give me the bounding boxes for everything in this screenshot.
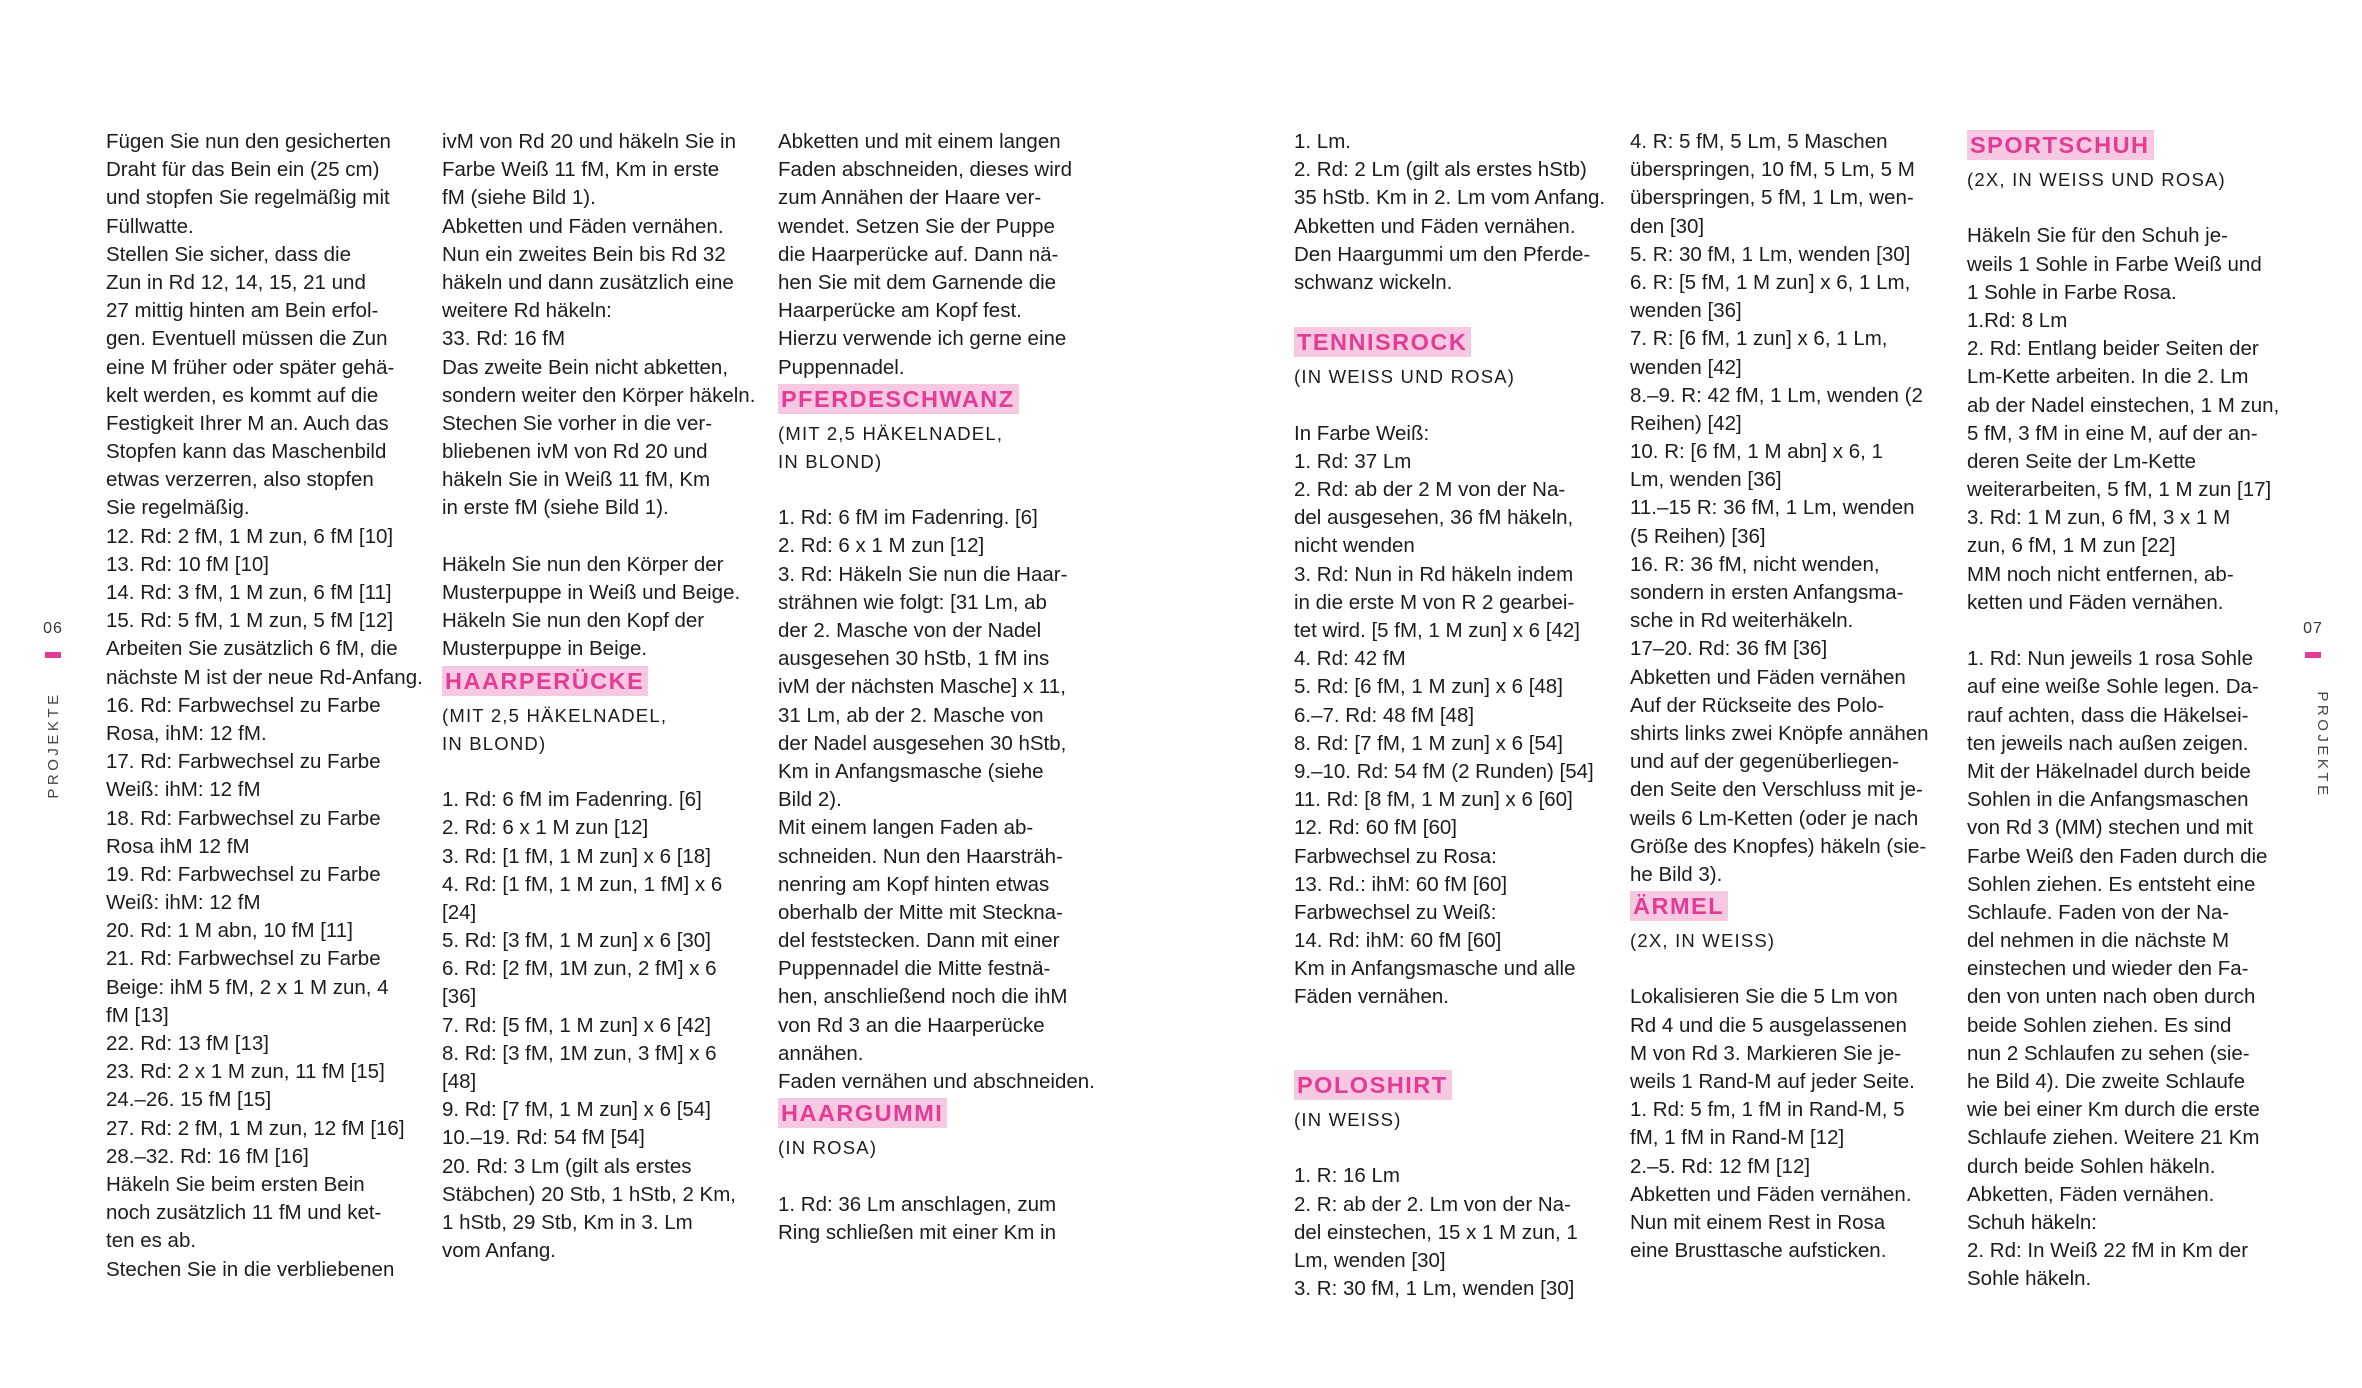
text-line: Sohle häkeln.: [1967, 1267, 2092, 1291]
text-line: den Seite den Verschluss mit je-: [1630, 778, 1923, 802]
text-line: durch beide Sohlen häkeln.: [1967, 1154, 2216, 1178]
section-heading-row: [1294, 327, 1604, 363]
text-line: del feststecken. Dann mit einer: [778, 929, 1060, 953]
text-line: ausgesehen 30 hStb, 1 fM ins: [778, 647, 1050, 671]
section-heading: TENNISROCK: [1294, 327, 1471, 357]
text-line: Häkeln Sie nun den Körper der: [442, 552, 724, 576]
text-line: Fügen Sie nun den gesicherten: [106, 130, 391, 153]
text-line: 1. Lm.: [1294, 130, 1351, 153]
text-line: 14. Rd: 3 fM, 1 M zun, 6 fM [11]: [106, 581, 392, 604]
text-line: Abketten und Fäden vernähen.: [1294, 214, 1576, 238]
text-line: 5. R: 30 fM, 1 Lm, wenden [30]: [1630, 242, 1911, 266]
text-line: Stellen Sie sicher, dass die: [106, 242, 351, 266]
text-line: Häkeln Sie nun den Kopf der: [442, 609, 705, 633]
text-line: weils 1 Sohle in Farbe Weiß und: [1967, 252, 2262, 276]
text-line: 3. R: 30 fM, 1 Lm, wenden [30]: [1294, 1277, 1575, 1301]
section-subheading: (2X, IN WEISS UND ROSA): [1967, 169, 2226, 190]
text-line: 6.–7. Rd: 48 fM [48]: [1294, 703, 1475, 727]
text-line: Abketten, Fäden vernähen.: [1967, 1182, 2215, 1206]
text-line: 27. Rd: 2 fM, 1 M zun, 12 fM [16]: [106, 1116, 405, 1140]
text-line: 2. Rd: 2 Lm (gilt als erstes hStb): [1294, 158, 1587, 182]
text-line: M von Rd 3. Markieren Sie je-: [1630, 1041, 1902, 1065]
text-line: Farbwechsel zu Rosa:: [1294, 844, 1497, 868]
section-subheading: (MIT 2,5 HÄKELNADEL,: [778, 422, 1004, 444]
text-line: 10.–19. Rd: 54 fM [54]: [442, 1126, 645, 1150]
text-line: 5. Rd: [6 fM, 1 M zun] x 6 [48]: [1294, 675, 1563, 699]
text-line: 7. Rd: [5 fM, 1 M zun] x 6 [42]: [442, 1013, 711, 1037]
text-line: Nun mit einem Rest in Rosa: [1630, 1210, 1886, 1234]
text-line: Füllwatte.: [106, 214, 194, 238]
text-line: he Bild 4). Die zweite Schlaufe: [1967, 1070, 2246, 1093]
text-line: 22. Rd: 13 fM [13]: [106, 1032, 269, 1055]
text-line: Abketten und Fäden vernähen: [1630, 665, 1906, 689]
text-line: Lokalisieren Sie die 5 Lm von: [1630, 985, 1898, 1009]
section-heading: PFERDESCHWANZ: [778, 384, 1019, 414]
text-line: Faden abschneiden, dieses wird: [778, 158, 1073, 182]
text-line: fM (siehe Bild 1).: [442, 186, 596, 210]
text-line: 1. Rd: Nun jeweils 1 rosa Sohle: [1967, 647, 2254, 671]
text-line: 12. Rd: 60 fM [60]: [1294, 816, 1457, 840]
text-line: der 2. Masche von der Nadel: [778, 619, 1042, 642]
text-line: Abketten und mit einem langen: [778, 130, 1061, 153]
text-line: 6. R: [5 fM, 1 M zun] x 6, 1 Lm,: [1630, 270, 1911, 294]
text-line: del ausgesehen, 36 fM häkeln,: [1294, 506, 1574, 530]
text-line: Stäbchen) 20 Stb, 1 hStb, 2 Km,: [442, 1182, 737, 1206]
text-line: 2. Rd: 6 x 1 M zun [12]: [442, 816, 649, 840]
text-column-5: [1630, 128, 1940, 1265]
text-line: Reihen) [42]: [1630, 411, 1742, 435]
text-line: Stopfen kann das Maschenbild: [106, 440, 387, 464]
text-line: weitere Rd häkeln:: [442, 299, 612, 323]
text-line: Weiß: ihM: 12 fM: [106, 778, 261, 802]
text-line: 1 Sohle in Farbe Rosa.: [1967, 280, 2177, 304]
text-line: Sie regelmäßig.: [106, 496, 250, 520]
text-line: weils 1 Rand-M auf jeder Seite.: [1630, 1070, 1915, 1093]
text-line: Puppennadel die Mitte festnä-: [778, 957, 1051, 981]
text-line: Mit der Häkelnadel durch beide: [1967, 759, 2251, 783]
text-line: 1. Rd: 5 fm, 1 fM in Rand-M, 5: [1630, 1098, 1905, 1122]
text-line: ivM der nächsten Masche] x 11,: [778, 675, 1066, 699]
text-line: Auf der Rückseite des Polo-: [1630, 693, 1885, 717]
text-line: 35 hStb. Km in 2. Lm vom Anfang.: [1294, 186, 1606, 210]
text-line: 2. Rd: Entlang beider Seiten der: [1967, 337, 2259, 361]
text-line: und auf der gegenüberliegen-: [1630, 750, 1899, 774]
text-line: 9. Rd: [7 fM, 1 M zun] x 6 [54]: [442, 1098, 711, 1122]
text-line: zum Annähen der Haare ver-: [778, 186, 1042, 210]
text-line: 2. Rd: ab der 2 M von der Na-: [1294, 478, 1566, 502]
text-line: schwanz wickeln.: [1294, 270, 1453, 294]
text-column-6: [1967, 128, 2280, 1294]
text-line: Km in Anfangsmasche und alle: [1294, 957, 1576, 981]
text-line: 16. R: 36 fM, nicht wenden,: [1630, 552, 1880, 576]
text-line: (5 Reihen) [36]: [1630, 524, 1766, 548]
text-line: 2. Rd: 6 x 1 M zun [12]: [778, 534, 985, 558]
text-line: Rosa ihM 12 fM: [106, 834, 250, 858]
section-heading-row: [778, 1098, 1088, 1134]
text-line: 16. Rd: Farbwechsel zu Farbe: [106, 693, 381, 717]
text-line: in erste fM (siehe Bild 1).: [442, 496, 669, 520]
text-line: 4. Rd: 42 fM: [1294, 647, 1406, 671]
spacer: [1294, 297, 1604, 325]
section-heading: ÄRMEL: [1630, 891, 1728, 921]
section-heading-row: [1294, 1070, 1604, 1106]
text-line: 2. Rd: In Weiß 22 fM in Km der: [1967, 1239, 2249, 1263]
spacer: [442, 758, 752, 786]
text-line: 4. R: 5 fM, 5 Lm, 5 Maschen: [1630, 130, 1888, 153]
section-subheading: IN BLOND): [778, 450, 883, 472]
text-line: Sohlen in die Anfangsmaschen: [1967, 788, 2249, 812]
text-line: Farbe Weiß 11 fM, Km in erste: [442, 158, 720, 182]
text-line: ketten und Fäden vernähen.: [1967, 590, 2224, 614]
text-line: häkeln Sie in Weiß 11 fM, Km: [442, 468, 711, 492]
text-line: den von unten nach oben durch: [1967, 985, 2256, 1009]
text-column-1: [106, 128, 423, 1284]
text-line: zun, 6 fM, 1 M zun [22]: [1967, 534, 2176, 558]
text-line: rauf achten, dass die Häkelsei-: [1967, 703, 2249, 727]
section-heading: HAARGUMMI: [778, 1098, 947, 1128]
text-line: sondern in ersten Anfangsma-: [1630, 581, 1904, 604]
text-line: Weiß: ihM: 12 fM: [106, 891, 261, 915]
text-line: schneiden. Nun den Haarsträh-: [778, 844, 1063, 868]
text-line: annähen.: [778, 1041, 864, 1065]
text-line: he Bild 3).: [1630, 862, 1723, 886]
text-line: Km in Anfangsmasche (siehe: [778, 759, 1044, 783]
text-line: In Farbe Weiß:: [1294, 421, 1430, 445]
text-line: und stopfen Sie regelmäßig mit: [106, 186, 390, 210]
section-heading: HAARPERÜCKE: [442, 666, 648, 696]
text-line: ivM von Rd 20 und häkeln Sie in: [442, 130, 737, 153]
text-line: Schuh häkeln:: [1967, 1210, 2097, 1234]
spacer: [1967, 617, 2277, 645]
text-line: Farbe Weiß den Faden durch die: [1967, 844, 2268, 868]
section-subheading: (IN ROSA): [778, 1137, 878, 1159]
section-heading-row: [1967, 130, 2277, 166]
text-line: strähnen wie folgt: [31 Lm, ab: [778, 590, 1047, 614]
text-line: Schlaufe ziehen. Weitere 21 Km: [1967, 1126, 2260, 1150]
text-line: 7. R: [6 fM, 1 zun] x 6, 1 Lm,: [1630, 327, 1888, 351]
text-line: 5 fM, 3 fM in eine M, auf der an-: [1967, 421, 2258, 445]
text-line: Mit einem langen Faden ab-: [778, 816, 1034, 840]
text-line: 8. Rd: [3 fM, 1M zun, 3 fM] x 6: [442, 1041, 717, 1065]
text-line: Bild 2).: [778, 788, 842, 812]
text-line: nun 2 Schlaufen zu sehen (sie-: [1967, 1041, 2250, 1065]
text-line: Haarperücke am Kopf fest.: [778, 299, 1022, 323]
text-line: Größe des Knopfes) häkeln (sie-: [1630, 834, 1927, 858]
text-line: Stechen Sie in die verbliebenen: [106, 1257, 395, 1281]
text-line: ten jeweils nach außen zeigen.: [1967, 731, 2249, 755]
text-line: Das zweite Bein nicht abketten,: [442, 355, 729, 379]
text-column-4: [1294, 128, 1604, 1303]
text-line: 33. Rd: 16 fM: [442, 327, 566, 351]
text-line: [48]: [442, 1070, 477, 1093]
text-line: 3. Rd: 1 M zun, 6 fM, 3 x 1 M: [1967, 506, 2231, 530]
text-line: 1. Rd: 37 Lm: [1294, 449, 1412, 473]
text-line: wenden [36]: [1630, 299, 1742, 323]
text-line: nenring am Kopf hinten etwas: [778, 872, 1050, 896]
text-line: 1. Rd: 6 fM im Fadenring. [6]: [442, 788, 702, 812]
text-line: beide Sohlen ziehen. Es sind: [1967, 1013, 2232, 1037]
text-line: Abketten und Fäden vernähen.: [1630, 1182, 1912, 1206]
text-line: Ring schließen mit einer Km in: [778, 1220, 1056, 1244]
text-line: Arbeiten Sie zusätzlich 6 fM, die: [106, 637, 398, 661]
text-line: auf eine weiße Sohle legen. Da-: [1967, 675, 2259, 699]
text-line: wie bei einer Km durch die erste: [1967, 1098, 2260, 1122]
text-line: Sohlen ziehen. Es entsteht eine: [1967, 872, 2256, 896]
text-line: 18. Rd: Farbwechsel zu Farbe: [106, 806, 381, 830]
spacer: [778, 1162, 1088, 1190]
text-line: 6. Rd: [2 fM, 1M zun, 2 fM] x 6: [442, 957, 717, 981]
text-line: 1. R: 16 Lm: [1294, 1164, 1400, 1188]
text-line: häkeln und dann zusätzlich eine: [442, 270, 734, 294]
text-line: Schlaufe. Faden von der Na-: [1967, 900, 2230, 924]
text-line: hen, anschließend noch die ihM: [778, 985, 1068, 1009]
text-line: del nehmen in die nächste M: [1967, 929, 2230, 953]
text-line: überspringen, 5 fM, 1 Lm, wen-: [1630, 186, 1914, 210]
text-line: Nun ein zweites Bein bis Rd 32: [442, 242, 726, 266]
text-line: wenden [42]: [1630, 355, 1742, 379]
section-heading: POLOSHIRT: [1294, 1070, 1452, 1100]
spacer: [1294, 1012, 1604, 1040]
text-line: 15. Rd: 5 fM, 1 M zun, 5 fM [12]: [106, 609, 394, 633]
text-line: von Rd 3 an die Haarperücke: [778, 1013, 1045, 1037]
section-subheading: (IN WEISS): [1294, 1109, 1402, 1130]
text-line: Beige: ihM 5 fM, 2 x 1 M zun, 4: [106, 975, 389, 999]
text-line: etwas verzerren, also stopfen: [106, 468, 374, 492]
text-line: der Nadel ausgesehen 30 hStb,: [778, 731, 1067, 755]
text-line: Abketten und Fäden vernähen.: [442, 214, 724, 238]
section-subheading: (MIT 2,5 HÄKELNADEL,: [442, 704, 668, 726]
text-line: 3. Rd: [1 fM, 1 M zun] x 6 [18]: [442, 844, 711, 868]
text-line: 2.–5. Rd: 12 fM [12]: [1630, 1154, 1811, 1178]
text-line: 11. Rd: [8 fM, 1 M zun] x 6 [60]: [1294, 788, 1573, 812]
page-number-left: 06: [43, 620, 63, 637]
text-line: 17–20. Rd: 36 fM [36]: [1630, 637, 1828, 661]
text-line: 23. Rd: 2 x 1 M zun, 11 fM [15]: [106, 1060, 385, 1084]
text-line: Draht für das Bein ein (25 cm): [106, 158, 380, 182]
text-line: 11.–15 R: 36 fM, 1 Lm, wenden: [1630, 496, 1915, 520]
text-line: vom Anfang.: [442, 1239, 556, 1263]
text-line: Rd 4 und die 5 ausgelassenen: [1630, 1013, 1907, 1037]
text-line: ten es ab.: [106, 1229, 197, 1253]
text-line: Zun in Rd 12, 14, 15, 21 und: [106, 270, 366, 294]
spacer: [1294, 1134, 1604, 1162]
text-line: 1. Rd: 36 Lm anschlagen, zum: [778, 1192, 1057, 1216]
text-line: shirts links zwei Knöpfe annähen: [1630, 721, 1929, 745]
text-line: Lm, wenden [30]: [1294, 1248, 1446, 1272]
text-line: 1. Rd: 6 fM im Fadenring. [6]: [778, 506, 1038, 530]
text-line: Puppennadel.: [778, 355, 905, 379]
text-line: 9.–10. Rd: 54 fM (2 Runden) [54]: [1294, 759, 1594, 783]
text-line: 20. Rd: 3 Lm (gilt als erstes: [442, 1154, 692, 1178]
text-line: Festigkeit Ihrer M an. Auch das: [106, 411, 389, 435]
text-column-2: [442, 128, 756, 1265]
text-line: Rosa, ihM: 12 fM.: [106, 721, 267, 745]
spacer: [1294, 1040, 1604, 1068]
text-line: 28.–32. Rd: 16 fM [16]: [106, 1144, 309, 1168]
text-line: wendet. Setzen Sie der Puppe: [778, 214, 1055, 238]
text-line: 13. Rd: 10 fM [10]: [106, 552, 269, 576]
text-line: Stechen Sie vorher in die ver-: [442, 411, 713, 435]
text-column-3: [778, 128, 1095, 1247]
section-subheading: (2X, IN WEISS): [1630, 930, 1776, 952]
text-line: nicht wenden: [1294, 534, 1415, 558]
text-line: 3. Rd: Häkeln Sie nun die Haar-: [778, 562, 1068, 586]
section-label-left: PROJEKTE: [45, 691, 62, 799]
section-subheading: (IN WEISS UND ROSA): [1294, 366, 1516, 388]
text-line: kelt werden, es kommt auf die: [106, 383, 379, 407]
text-line: Hierzu verwende ich gerne eine: [778, 327, 1067, 351]
text-line: 10. R: [6 fM, 1 M abn] x 6, 1: [1630, 440, 1883, 464]
text-line: Den Haargummi um den Pferde-: [1294, 242, 1591, 266]
spacer: [442, 523, 752, 551]
text-line: eine M früher oder später gehä-: [106, 355, 395, 379]
section-subheading: IN BLOND): [442, 732, 547, 754]
text-line: Musterpuppe in Weiß und Beige.: [442, 581, 741, 604]
text-line: nächste M ist der neue Rd-Anfang.: [106, 665, 423, 689]
text-line: Farbwechsel zu Weiß:: [1294, 900, 1497, 924]
text-line: 31 Lm, ab der 2. Masche von: [778, 703, 1044, 727]
text-line: 13. Rd.: ihM: 60 fM [60]: [1294, 872, 1508, 896]
text-line: 4. Rd: [1 fM, 1 M zun, 1 fM] x 6: [442, 872, 723, 896]
text-line: Lm-Kette arbeiten. In die 2. Lm: [1967, 365, 2249, 389]
section-label-right: PROJEKTE: [2314, 691, 2331, 799]
text-line: 27 mittig hinten am Bein erfol-: [106, 299, 379, 323]
text-line: 2. R: ab der 2. Lm von der Na-: [1294, 1192, 1571, 1216]
text-line: hen Sie mit dem Garnende die: [778, 270, 1057, 294]
text-line: den [30]: [1630, 214, 1705, 238]
spacer: [1967, 194, 2277, 222]
text-line: 1.Rd: 8 Lm: [1967, 308, 2068, 332]
spacer: [1630, 955, 1940, 983]
text-line: 8.–9. R: 42 fM, 1 Lm, wenden (2: [1630, 383, 1923, 407]
text-line: einstechen und wieder den Fa-: [1967, 957, 2249, 981]
text-line: Musterpuppe in Beige.: [442, 637, 648, 661]
text-line: bliebenen ivM von Rd 20 und: [442, 440, 708, 464]
text-line: noch zusätzlich 11 fM und ket-: [106, 1201, 382, 1225]
text-line: Häkeln Sie beim ersten Bein: [106, 1172, 365, 1196]
section-heading: SPORTSCHUH: [1967, 130, 2154, 160]
text-line: weils 6 Lm-Ketten (oder je nach: [1630, 806, 1919, 830]
text-line: 14. Rd: ihM: 60 fM [60]: [1294, 929, 1502, 953]
text-line: weiterarbeiten, 5 fM, 1 M zun [17]: [1967, 478, 2272, 502]
section-heading-row: [778, 384, 1088, 420]
text-line: [24]: [442, 900, 477, 924]
text-line: 5. Rd: [3 fM, 1 M zun] x 6 [30]: [442, 929, 711, 953]
text-line: Fäden vernähen.: [1294, 985, 1450, 1009]
text-line: oberhalb der Mitte mit Stecknа-: [778, 900, 1063, 924]
text-line: deren Seite der Lm-Kette: [1967, 449, 2197, 473]
text-line: 24.–26. 15 fM [15]: [106, 1088, 272, 1112]
text-line: 12. Rd: 2 fM, 1 M zun, 6 fM [10]: [106, 524, 394, 548]
text-line: 20. Rd: 1 M abn, 10 fM [11]: [106, 919, 353, 943]
text-line: von Rd 3 (MM) stechen und mit: [1967, 816, 2253, 840]
text-line: überspringen, 10 fM, 5 Lm, 5 M: [1630, 158, 1915, 182]
text-line: Faden vernähen und abschneiden.: [778, 1070, 1095, 1093]
text-line: Lm, wenden [36]: [1630, 468, 1782, 492]
text-line: fM, 1 fM in Rand-M [12]: [1630, 1126, 1845, 1150]
text-line: del einstechen, 15 x 1 M zun, 1: [1294, 1220, 1578, 1244]
text-line: die Haarperücke auf. Dann nä-: [778, 242, 1059, 266]
text-line: 8. Rd: [7 fM, 1 M zun] x 6 [54]: [1294, 731, 1563, 755]
spacer: [778, 476, 1088, 504]
text-line: 1 hStb, 29 Stb, Km in 3. Lm: [442, 1210, 693, 1234]
text-line: [36]: [442, 985, 477, 1009]
section-heading-row: [442, 666, 752, 702]
spacer: [1294, 392, 1604, 420]
text-line: 19. Rd: Farbwechsel zu Farbe: [106, 862, 381, 886]
page-number-right: 07: [2303, 620, 2323, 637]
text-line: sondern weiter den Körper häkeln.: [442, 383, 756, 407]
text-line: in die erste M von R 2 gearbei-: [1294, 590, 1575, 614]
text-line: sche in Rd weiterhäkeln.: [1630, 609, 1854, 633]
text-line: gen. Eventuell müssen die Zun: [106, 327, 388, 351]
text-line: tet wird. [5 fM, 1 M zun] x 6 [42]: [1294, 619, 1580, 642]
text-line: fM [13]: [106, 1003, 169, 1027]
text-line: MM noch nicht entfernen, ab-: [1967, 562, 2234, 586]
text-line: 17. Rd: Farbwechsel zu Farbe: [106, 750, 381, 774]
text-line: 21. Rd: Farbwechsel zu Farbe: [106, 947, 381, 971]
section-heading-row: [1630, 891, 1940, 927]
text-line: 3. Rd: Nun in Rd häkeln indem: [1294, 562, 1574, 586]
text-line: Häkeln Sie für den Schuh je-: [1967, 224, 2228, 248]
text-line: ab der Nadel einstechen, 1 M zun,: [1967, 393, 2280, 417]
text-line: eine Brusttasche aufsticken.: [1630, 1239, 1887, 1263]
